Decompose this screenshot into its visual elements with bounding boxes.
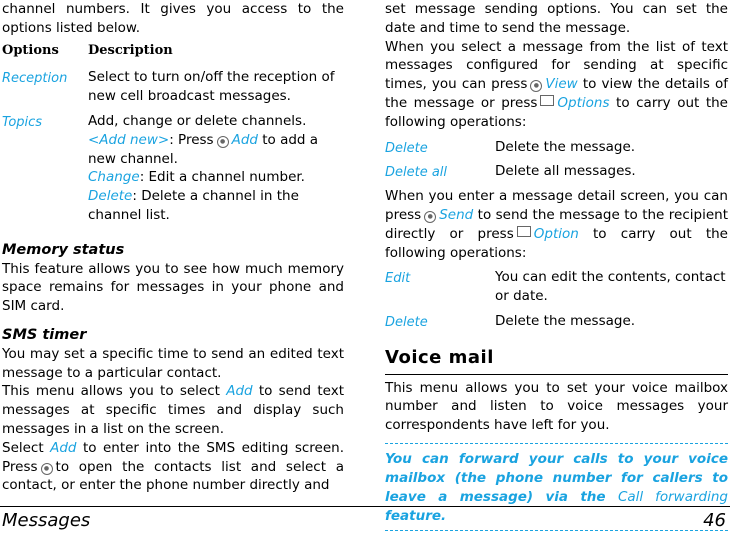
addnew-mid: : Press (169, 131, 214, 148)
intro-text: channel numbers. It gives you access to the options listed below. (2, 1, 344, 36)
menu-key-icon (540, 95, 554, 106)
voice-mail-heading: Voice mail (385, 349, 728, 375)
table-header-description: Description (88, 42, 173, 58)
footer-rule (0, 506, 730, 507)
op-edit-desc: You can edit the contents, contact or date. (495, 269, 726, 305)
table-header-options: Options (2, 42, 59, 58)
add-link-2: Add (50, 439, 77, 456)
sms-timer-p1: You may set a specific time to send an edited text message to a particular contact. (2, 345, 344, 381)
right-p3: When you enter a message detail screen, you can press ● Send to send the message to the recipient directly or press Option to carry out the following operations: (385, 188, 728, 261)
op-delete-2: Delete (385, 314, 428, 330)
op-delete-2-desc: Delete the message. (495, 312, 636, 329)
addnew-tail: to add a new channel. (88, 131, 319, 167)
add-link: Add (226, 383, 253, 400)
memory-status-text: This feature allows you to see how much memory space remains for messages in your phone and SIM card. (2, 260, 344, 315)
delete-label: Delete (88, 188, 133, 205)
topics-addnew (88, 131, 344, 169)
tip-note: You can forward your calls to your voice mailbox (the phone number for callers to leave a message) via the Call forwarding feature. (385, 443, 728, 531)
memory-status-heading: Memory status (2, 241, 125, 258)
view-link: View (545, 76, 578, 93)
op-delete: Delete (385, 140, 428, 156)
change-tail: : Edit a channel number. (139, 169, 305, 186)
call-forwarding-link: Call forwarding (617, 488, 728, 505)
nav-key-icon: ● (41, 463, 53, 475)
send-link: Send (439, 206, 474, 223)
options-link: Options (557, 94, 610, 111)
topics-delete (88, 187, 344, 225)
right-p1: set message sending options. You can set the date and time to send the message. (385, 1, 728, 36)
op-delete-desc: Delete the message. (495, 138, 636, 155)
addnew-label: <Add new> (88, 131, 170, 148)
footer-section: Messages (2, 510, 91, 531)
right-p2: When you select a message from the list of text messages configured for sending at specific times, you can press ● View to view the details of the message or press Options to carry out the following operations: (385, 38, 729, 130)
operations-table-1 (385, 138, 728, 188)
topics-desc-line: Add, change or delete channels. (88, 112, 307, 129)
right-column (385, 0, 728, 531)
sms-timer-p3: Select Add to enter into the SMS editing screen. Press ● to open the contacts list and select a contact, or enter the phone number directly and (2, 439, 345, 494)
option-topics-desc (88, 112, 344, 231)
topics-change (88, 168, 344, 187)
voice-mail-text: This menu allows you to set your voice mailbox number and listen to voice messages your correspondents have left for you. (385, 379, 728, 434)
sms-timer-p2: This menu allows you to select Add to send text messages at specific times and display such messages in a list on the screen. (2, 383, 344, 437)
delete-tail: : Delete a channel in the channel list. (88, 188, 299, 223)
option-reception-desc: Select to turn on/off the reception of new cell broadcast messages. (88, 69, 335, 105)
option-link: Option (533, 225, 579, 242)
operations-table-2 (385, 268, 728, 336)
option-topics: Topics (2, 114, 43, 130)
sms-timer-heading: SMS timer (2, 326, 87, 343)
op-delete-all-desc: Delete all messages. (495, 163, 636, 180)
change-label: Change (88, 169, 140, 186)
ok-key-icon: ● (424, 211, 436, 223)
options-table (2, 38, 344, 231)
left-column (2, 0, 344, 495)
ok-key-icon: ● (217, 136, 229, 148)
footer-page-number: 46 (703, 510, 726, 531)
ok-key-icon: ● (530, 80, 542, 92)
op-edit: Edit (385, 271, 411, 287)
addnew-link: Add (231, 131, 258, 148)
option-reception: Reception (2, 71, 68, 87)
op-delete-all: Delete all (385, 165, 448, 181)
menu-key-icon (517, 226, 531, 237)
